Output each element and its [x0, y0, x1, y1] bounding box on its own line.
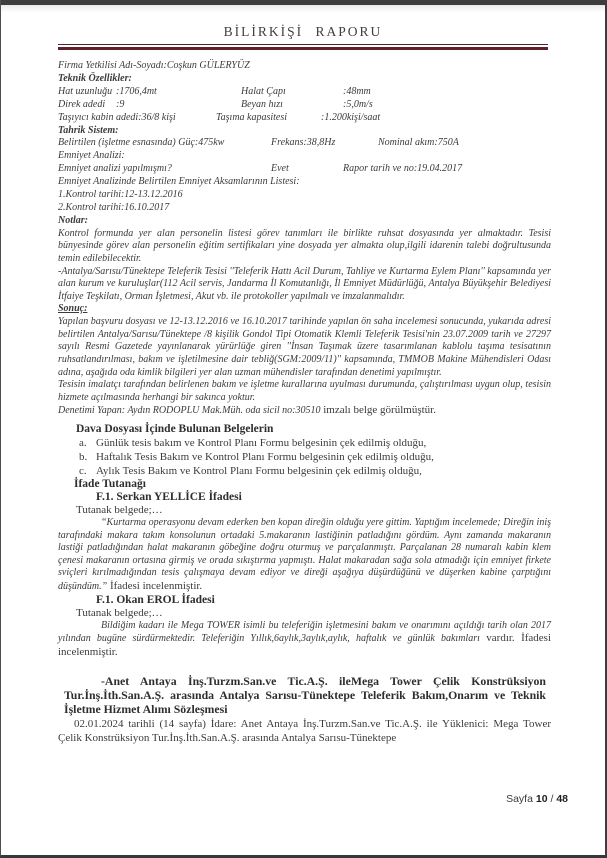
quote-text: “Kurtarma operasyonu devam ederken ben kopan direğin olduğu yere gittim. Yaptığım incelemede; Direğin iniş tarafındaki makara takım konsolunun ortadaki 5.makaranın lastiğinin patladığını gördüm. Aynı zamanda makaranın lastiği patladığından halat makaranın göbeğine doğru oturmuş ve parçalanmıştı. Parçalanan 28 numaralı kabin klem çenesi makaranın ortasına girmiş ve orada sıkıştırma yapmıştı. Halat makaradan sağa sola atmadığı için emniyet firkete sviçleri kırılmadığından tesis çalışmaya devam ediyor ve direği aşağıya düşürdüğünü ve düşerken kabine çarptığını düşündüm.” — [58, 517, 551, 592]
statement-okan-heading: F.1. Okan EROL İfadesi — [96, 593, 215, 606]
technical-specs-heading: Teknik Özellikler: — [58, 72, 132, 84]
inspector-name-text: Denetimi Yapan: Aydın RODOPLU Mak.Müh. oda sicil no:30510 — [58, 405, 321, 417]
spec-value: :5,0m/s — [343, 98, 373, 110]
spec-label: Halat Çapı — [241, 85, 286, 97]
page-title: BİLİRKİŞİ RAPORU — [223, 24, 383, 39]
spec-row-cabin-capacity — [58, 112, 551, 125]
list-item — [79, 436, 551, 450]
contract-heading: -Anet Antaya İnş.Turzm.San.ve Tic.A.Ş. ileMega Tower Çelik Konstrüksiyon Tur.İnş.İth.San.A.Ş. arasında Antalya Sarısu-Tünektepe Teleferik Bakım,Onarım ve Teknik İşletme Hizmet Alımı Sözleşmesi — [64, 674, 546, 716]
header-divider — [58, 44, 548, 50]
spec-label: Beyan hızı — [241, 98, 283, 110]
notes-paragraph-1: Kontrol formunda yer alan personelin listesi görev tanımları ile birlikte ruhsat dosyasında yer almaktadır. Tesisi bünyesinde görev alan personelin eğitim sertifikaları yine dosyada yer almakta olup,ilgili idarenin talebi doğrultusunda temin edilebilecektir. — [58, 227, 551, 264]
spec-label: Belirtilen (işletme esnasında) Güç:475kw — [58, 137, 225, 149]
inspector-note-text: imzalı belge görülmüştür. — [320, 404, 436, 417]
statement-serkan-quote — [58, 517, 551, 594]
spec-value: :48mm — [343, 85, 371, 97]
list-item-text: Günlük tesis bakım ve Kontrol Planı Formu belgesinin çek edilmiş olduğu, — [96, 437, 427, 449]
spec-value: Evet — [271, 163, 289, 175]
spec-row-line-length — [58, 86, 551, 99]
spec-value: :9 — [116, 98, 125, 110]
drive-system-heading: Tahrik Sistem: — [58, 124, 119, 136]
page-number — [506, 793, 568, 805]
spec-label: Nominal akım:750A — [378, 137, 459, 149]
spec-value: :1706,4mt — [116, 85, 157, 97]
notes-heading: Notlar: — [58, 214, 88, 226]
spec-label: Emniyet analizi yapılmışmı? — [58, 163, 172, 175]
contract-paragraph: 02.01.2024 tarihli (14 sayfa) İdare: Anet Antaya İnş.Turzm.San.ve Tic.A.Ş. ile Yüklenici: Mega Tower Çelik Konstrüksiyon Tur.İnş.İth.San.A.Ş. arasında Antalya Sarısu-Tünektepe — [58, 717, 551, 744]
statement-record-heading: İfade Tutanağı — [74, 478, 146, 490]
quote-text: Bildiğim kadarı ile Mega TOWER isimli bu teleferiğin işletmesini bakım ve onarımını açıldığı tarih olan 2017 yılından bugüne sürdürmektedir. Teleferiğin Yıllık,6aylık,3aylık,aylık, haftalık ve günlük bakımları — [58, 619, 551, 645]
current-page-number: 10 — [535, 793, 548, 805]
list-marker: c. — [79, 465, 87, 477]
spec-label: Frekans:38,8Hz — [271, 137, 336, 149]
top-shadow — [1, 5, 605, 12]
total-page-number: 48 — [556, 793, 568, 805]
spec-row-safety-analysis — [58, 163, 551, 176]
record-intro-line: Tutanak belgede;… — [76, 504, 163, 516]
spec-row-tower-count — [58, 99, 551, 112]
safety-components-line: Emniyet Analizinde Belirtilen Emniyet Aksamlarının Listesi: — [58, 176, 300, 188]
list-item — [79, 450, 551, 464]
safety-analysis-heading: Emniyet Analizi: — [58, 150, 125, 162]
document-body — [58, 60, 551, 745]
control-date-1: 1.Kontrol tarihi:12-13.12.2016 — [58, 189, 183, 201]
conclusion-paragraph-2: Tesisin imalatçı tarafından belirlenen bakım ve işletme kurallarına uyulması durumunda, çalıştırılması uygun olup, tesisin hizmete açılmasında herhangi bir sakınca yoktur. — [58, 379, 551, 403]
statement-okan-quote — [58, 620, 551, 660]
spec-value: :1.200kişi/saat — [321, 111, 381, 123]
company-official-line: Firma Yetkilisi Adı-Soyadı:Coşkun GÜLERYÜZ — [58, 60, 250, 71]
spec-label: Taşıyıcı kabin adedi:36/8 kişi — [58, 111, 176, 123]
list-item-text: Aylık Tesis Bakım ve Kontrol Planı Formu belgesinin çek edilmiş olduğu, — [96, 465, 422, 477]
page-number-separator: / — [547, 793, 557, 805]
case-file-documents-heading: Dava Dosyası İçinde Bulunan Belgelerin — [76, 423, 274, 435]
header-divider-thick-line — [58, 47, 548, 50]
list-item-text: Haftalık Tesis Bakım ve Kontrol Planı Formu belgesinin çek edilmiş olduğu, — [96, 451, 434, 463]
spec-value: Rapor tarih ve no:19.04.2017 — [343, 163, 463, 175]
statement-serkan-heading: F.1. Serkan YELLİCE İfadesi — [96, 491, 242, 503]
spec-label: Taşıma kapasitesi — [216, 111, 288, 123]
list-item — [79, 464, 551, 478]
spec-label: Hat uzunluğu — [58, 85, 113, 97]
spec-label: Direk adedi — [58, 98, 106, 110]
page-number-label: Sayfa — [506, 793, 536, 805]
list-marker: a. — [79, 437, 87, 449]
header-divider-thin-line — [58, 44, 548, 45]
notes-paragraph-2: -Antalya/Sarısu/Tünektepe Teleferik Tesisi ''Teleferik Hattı Acil Durum, Tahliye ve Kurtarma Eylem Planı'' kapsamında yer alan kurum ve kuruluşlar(112 Acil servis, Jandarma İl Komutanlığı, İl Emniyet Müdürlüğü, Antalya Büyükşehir Belediyesi İtfaiye Teşkilatı, Orman İşletmesi, Akut vb. ile protokoller yapılmalı ve imzalanmalıdır. — [58, 265, 551, 302]
quote-review-note: İfadesi incelenmiştir. — [107, 579, 203, 592]
list-marker: b. — [79, 451, 88, 463]
conclusion-heading: Sonuç: — [58, 303, 88, 315]
conclusion-paragraph-1: Yapılan başvuru dosyası ve 12-13.12.2016 ve 16.10.2017 tarihinde yapılan ön saha incelemesi sonucunda, yukarıda adresi belirtilen Antalya/Sarısu/Tünektepe /8 kişilik Gondol Tipi Otomatik Klemli Teleferik Tesisi'nin 23.07.2009 tarih ve 27297 sayılı Resmi Gazetede yayınlanarak yürürlüğe giren ''İnsan Taşımak üzere tasarımlanan kablolu taşıma tesisatının ruhsatlandırılması, bakım ve işletilmesine dair tebliğ(SGM:2009/11)'' kapsamında, TMMOB Makine Mühendisleri Odası adına, aşağıda oda kimlik bilgileri yer alan uzman mühendisler tarafından denetimi yapılmıştır. — [58, 316, 551, 378]
record-intro-line: Tutanak belgede;… — [76, 606, 163, 619]
quote-review-note: vardır. İfadesi incelenmiştir. — [58, 632, 551, 658]
spec-row-power — [58, 137, 551, 150]
inspector-line — [58, 404, 551, 418]
control-date-2: 2.Kontrol tarihi:16.10.2017 — [58, 201, 170, 213]
